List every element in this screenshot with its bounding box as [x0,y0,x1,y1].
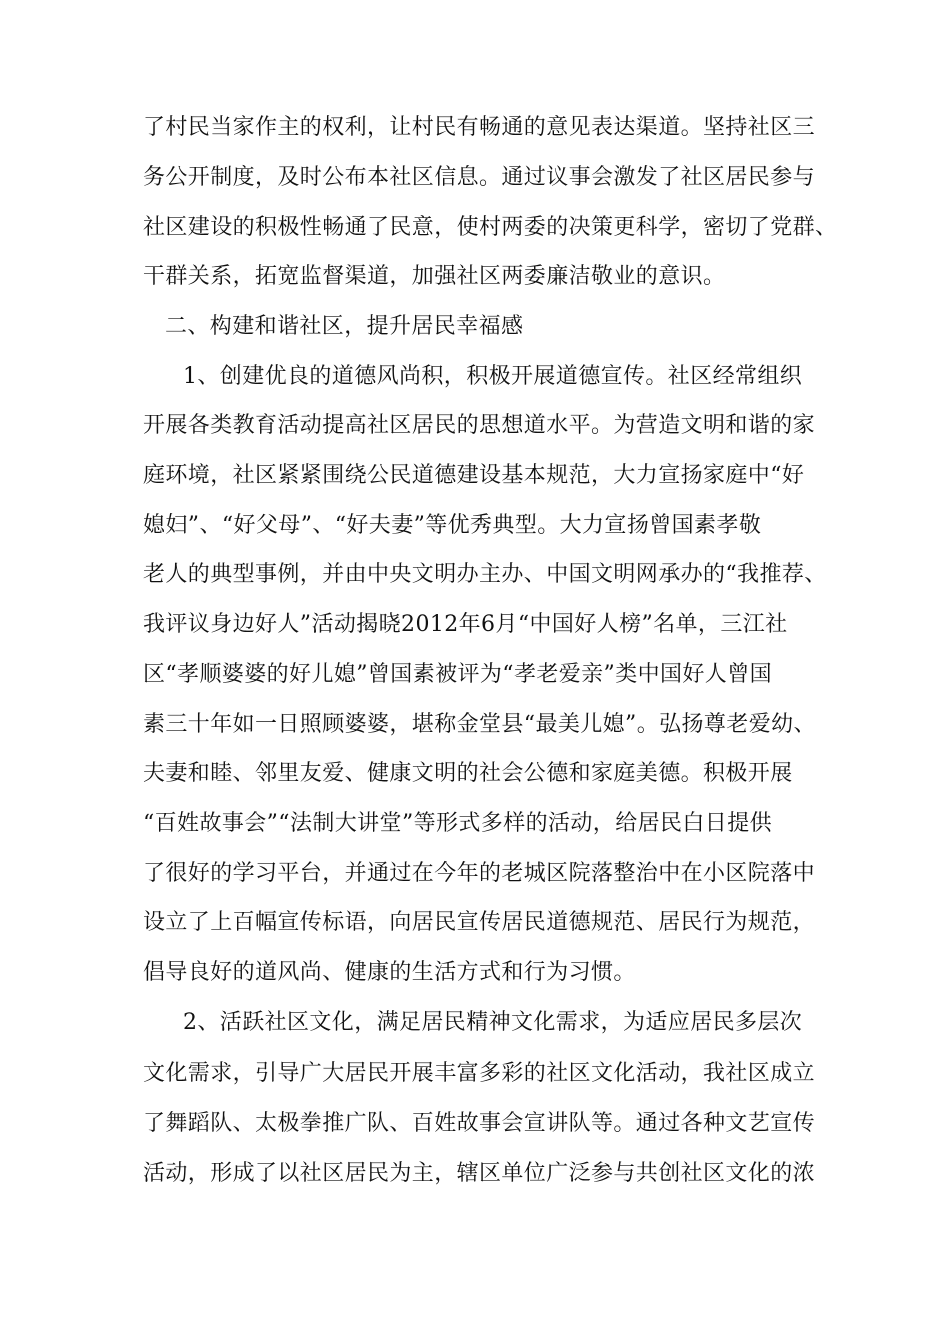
text-line: 素三十年如一日照顾婆婆，堪称金堂县“最美儿媳”。弘扬尊老爱幼、 [143,712,816,737]
text-line: 活动，形成了以社区居民为主，辖区单位广泛参与共创社区文化的浓 [143,1161,816,1186]
text-line: 媳妇”、“好父母”、“好夫妻”等优秀典型。大力宣扬曾国素孝敬 [143,513,762,538]
text-line: 倡导良好的道风尚、健康的生活方式和行为习惯。 [143,960,636,985]
text-line: 了很好的学习平台，并通过在今年的老城区院落整治中在小区院落中 [143,861,816,886]
text-line: “百姓故事会”“法制大讲堂”等形式多样的活动，给居民白日提供 [143,811,772,836]
section-heading: 二、构建和谐社区，提升居民幸福感 [165,314,524,339]
text-line: 了舞蹈队、太极拳推广队、百姓故事会宣讲队等。通过各种文艺宣传 [143,1111,816,1136]
text-line: 我评议身边好人”活动揭晓2012年6月“中国好人榜”名单，三江社 [143,612,788,637]
text-line: 庭环境，社区紧紧围绕公民道德建设基本规范，大力宣扬家庭中“好 [143,463,805,488]
text-line: 开展各类教育活动提高社区居民的思想道水平。为营造文明和谐的家 [143,413,816,438]
text-line: 干群关系，拓宽监督渠道，加强社区两委廉洁敬业的意识。 [143,264,726,289]
text-line: 了村民当家作主的权利，让村民有畅通的意见表达渠道。坚持社区三 [143,115,816,140]
paragraph-first-line: 2、活跃社区文化，满足居民精神文化需求，为适应居民多层次 [183,1010,803,1035]
text-line: 设立了上百幅宣传标语，向居民宣传居民道德规范、居民行为规范， [143,910,816,935]
paragraph-first-line: 1、创建优良的道德风尚积，积极开展道德宣传。社区经常组织 [183,364,803,389]
text-line: 务公开制度，及时公布本社区信息。通过议事会激发了社区居民参与 [143,165,816,190]
text-line: 社区建设的积极性畅通了民意，使村两委的决策更科学，密切了党群、 [143,215,838,240]
text-line: 老人的典型事例，并由中央文明办主办、中国文明网承办的“我推荐、 [143,562,827,587]
text-line: 夫妻和睦、邻里友爱、健康文明的社会公德和家庭美德。积极开展 [143,761,793,786]
text-line: 文化需求，引导广大居民开展丰富多彩的社区文化活动，我社区成立 [143,1061,816,1086]
text-line: 区“孝顺婆婆的好儿媳”曾国素被评为“孝老爱亲”类中国好人曾国 [143,662,772,687]
